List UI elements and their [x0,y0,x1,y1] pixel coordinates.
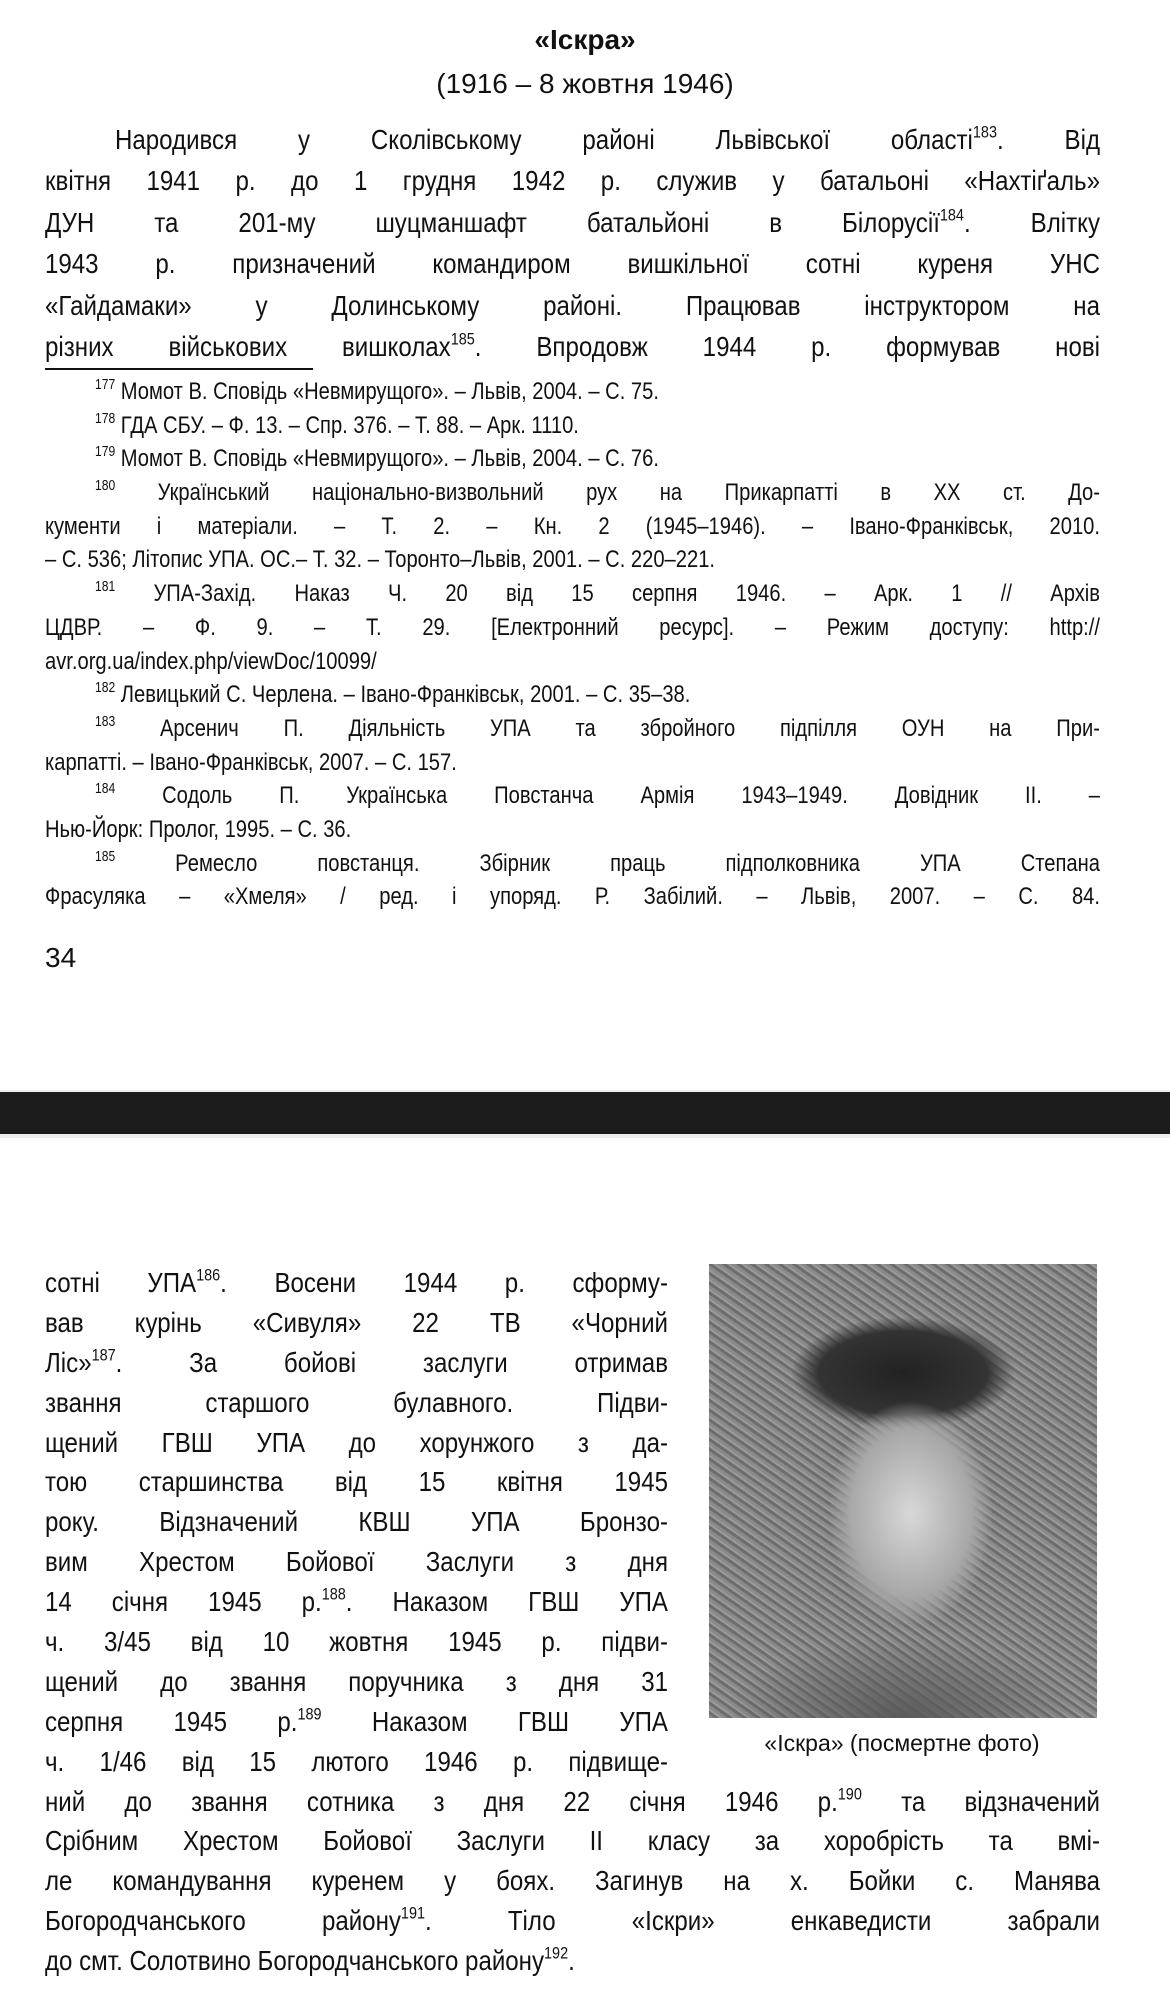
footnote-ref: 183 [972,122,997,142]
text-span: Ремесло повстанця. Збірник праць підполковника УПА Степана [115,849,1100,877]
footnote-ref: 184 [939,205,964,225]
text-span: Наказом ГВШ УПА [321,1705,668,1737]
text-span: УПА-Захід. Наказ Ч. 20 від 15 серпня 1946. – Арк. 1 // Архів [115,580,1100,608]
text-span: Содоль П. Українська Повстанча Армія 1943–1949. Довідник ІІ. – [115,782,1100,810]
text-line [45,880,1100,914]
text-span: різних військових вишколах [45,330,451,362]
page-number: 34 [45,942,77,973]
text-line [45,1383,668,1423]
text-line [45,1941,1100,1981]
text-span: ДУН та 201-му шуцманшафт батальйоні в Білорусії [45,206,940,238]
footnote-ref: 180 [94,477,116,494]
footnote-ref: 188 [321,1584,346,1604]
text-span: Ліс» [45,1346,92,1378]
text-line [45,285,1100,326]
text-line [45,813,1100,847]
footnote-ref: 191 [400,1903,425,1923]
footnote-ref: 185 [94,848,116,865]
top-paragraph [45,119,1170,367]
text-line [45,1423,668,1463]
text-line [45,1662,668,1702]
text-span: до смт. Солотвино Богородчанського району [45,1945,545,1977]
text-span: Український національно-визвольний рух на Прикарпатті в ХХ ст. До- [115,479,1100,507]
text-span: . Восени 1944 р. сформу- [220,1267,669,1298]
footnote-ref: 178 [94,410,116,427]
text-span: . [568,1945,575,1977]
footnote-ref: 182 [94,680,116,697]
text-line [45,510,1100,544]
text-span: Арсенич П. Діяльність УПА та збройного підпілля ОУН на При- [115,714,1100,742]
text-span: сотні УПА [45,1267,197,1298]
text-line [45,202,1100,243]
text-span: – С. 536; Літопис УПА. ОС.– Т. 32. – Торонто–Львів, 2001. – С. 220–221. [45,546,716,574]
text-span: . Влітку [963,206,1101,238]
text-line [45,1861,1100,1901]
text-line [45,1901,1100,1941]
text-span: щений ГВШ УПА до хорунжого з да- [45,1426,668,1458]
footnote-ref: 185 [450,329,475,349]
text-span: Момот В. Сповідь «Невмирущого». – Львів, 2004. – С. 76. [115,445,659,473]
footnote-ref: 190 [837,1783,862,1803]
text-span: кументи і матеріали. – Т. 2. – Кн. 2 (1945–1946). – Івано-Франківськ, 2010. [45,512,1100,540]
footnote-ref: 192 [544,1943,569,1963]
text-span: . Наказом ГВШ УПА [345,1586,668,1618]
text-span: Левицький С. Черлена. – Івано-Франківськ, 2001. – С. 35–38. [115,681,691,709]
footnote-ref: 184 [94,781,116,798]
footnote-ref: 179 [94,444,116,461]
footnote-ref: 186 [196,1265,221,1285]
footnote-ref: 189 [297,1704,322,1724]
bottom-paragraph [45,1263,1170,1981]
text-line [45,1462,668,1502]
text-line [45,577,1100,611]
text-span: . Тіло «Іскри» енкаведисти забрали [424,1905,1100,1937]
text-line [45,1622,668,1662]
text-line [45,119,1100,160]
text-span: . Впродовж 1944 р. формував нові [474,330,1100,362]
text-line [45,1542,668,1582]
article-title: «Іскра» [534,24,636,55]
text-span: ле командування куренем у боях. Загинув на х. Бойки с. Манява [45,1865,1100,1897]
text-span: та відзначений [861,1785,1100,1817]
text-line [45,645,1100,679]
text-span: звання старшого булавного. Підви- [45,1386,668,1418]
text-line [45,243,1100,284]
text-line [45,712,1100,746]
text-span: 14 січня 1945 р. [45,1586,322,1618]
text-span: вав курінь «Сивуля» 22 ТВ «Чорний [45,1306,668,1338]
text-line [45,1782,1100,1822]
text-span: ГДА СБУ. – Ф. 13. – Спр. 376. – Т. 88. – Арк. 1110. [115,411,579,439]
text-span: «Гайдамаки» у Долинському районі. Працював інструктором на [45,289,1100,321]
text-span: щений до звання поручника з дня 31 [45,1665,668,1697]
text-span: Фрасуляка – «Хмеля» / ред. і упоряд. Р. Забілий. – Львів, 2007. – С. 84. [45,883,1100,911]
text-line [45,611,1100,645]
text-span: ний до звання сотника з дня 22 січня 1946 р. [45,1785,838,1817]
text-span: Момот В. Сповідь «Невмирущого». – Львів, 2004. – С. 75. [115,378,659,405]
text-line [45,326,1100,367]
text-span: Срібним Хрестом Бойової Заслуги ІІ класу за хоробрість та вмі- [45,1825,1100,1857]
text-line [45,409,1100,443]
text-line [45,1343,668,1383]
page-separator-bar [0,1092,1170,1134]
text-span: Богородчанського району [45,1905,401,1937]
text-line [45,1821,1100,1861]
footnote-divider [45,368,313,370]
text-line [45,746,1100,780]
text-span: Нью-Йорк: Пролог, 1995. – С. 36. [45,815,352,843]
text-line [45,678,1100,712]
text-line [45,160,1100,201]
text-span: Народився у Сколівському районі Львівської області [114,124,973,155]
text-span: року. Відзначений КВШ УПА Бронзо- [45,1506,668,1538]
text-line [45,847,1100,881]
text-span: ч. 3/45 від 10 жовтня 1945 р. підви- [45,1626,668,1658]
text-line [45,1582,668,1622]
text-span: вим Хрестом Бойової Заслуги з дня [45,1546,668,1578]
text-span: ЦДВР. – Ф. 9. – Т. 29. [Електронний ресурс]. – Режим доступу: http:// [45,613,1100,641]
text-span: квітня 1941 р. до 1 грудня 1942 р. служив у батальоні «Нахтіґаль» [45,165,1100,197]
text-line [45,543,1100,577]
text-line [45,375,1100,409]
article-dates: (1916 – 8 жовтня 1946) [436,68,734,99]
footnote-ref: 187 [91,1345,116,1365]
text-line [45,1303,668,1343]
text-span: тою старшинства від 15 квітня 1945 [45,1466,668,1498]
text-line [45,1502,668,1542]
text-span: . Від [996,124,1100,155]
text-line [45,779,1100,813]
text-span: серпня 1945 р. [45,1705,298,1737]
text-line [45,1742,668,1782]
footnote-ref: 177 [94,376,116,393]
text-span: . За бойові заслуги отримав [115,1346,668,1378]
text-span: ч. 1/46 від 15 лютого 1946 р. підвище- [45,1745,668,1777]
text-span: 1943 р. призначений командиром вишкільної сотні куреня УНС [45,248,1100,280]
text-line [45,476,1100,510]
text-line [45,1263,668,1303]
text-span: карпатті. – Івано-Франківськ, 2007. – С. 157. [45,748,457,776]
footnote-ref: 183 [94,713,116,730]
text-span: avr.org.ua/index.php/viewDoc/10099/ [45,647,377,675]
text-line [45,1702,668,1742]
photo-caption: «Іскра» (посмертне фото) [764,1730,1040,1756]
footnotes [45,375,1170,914]
footnote-ref: 181 [94,579,116,596]
text-line [45,442,1100,476]
